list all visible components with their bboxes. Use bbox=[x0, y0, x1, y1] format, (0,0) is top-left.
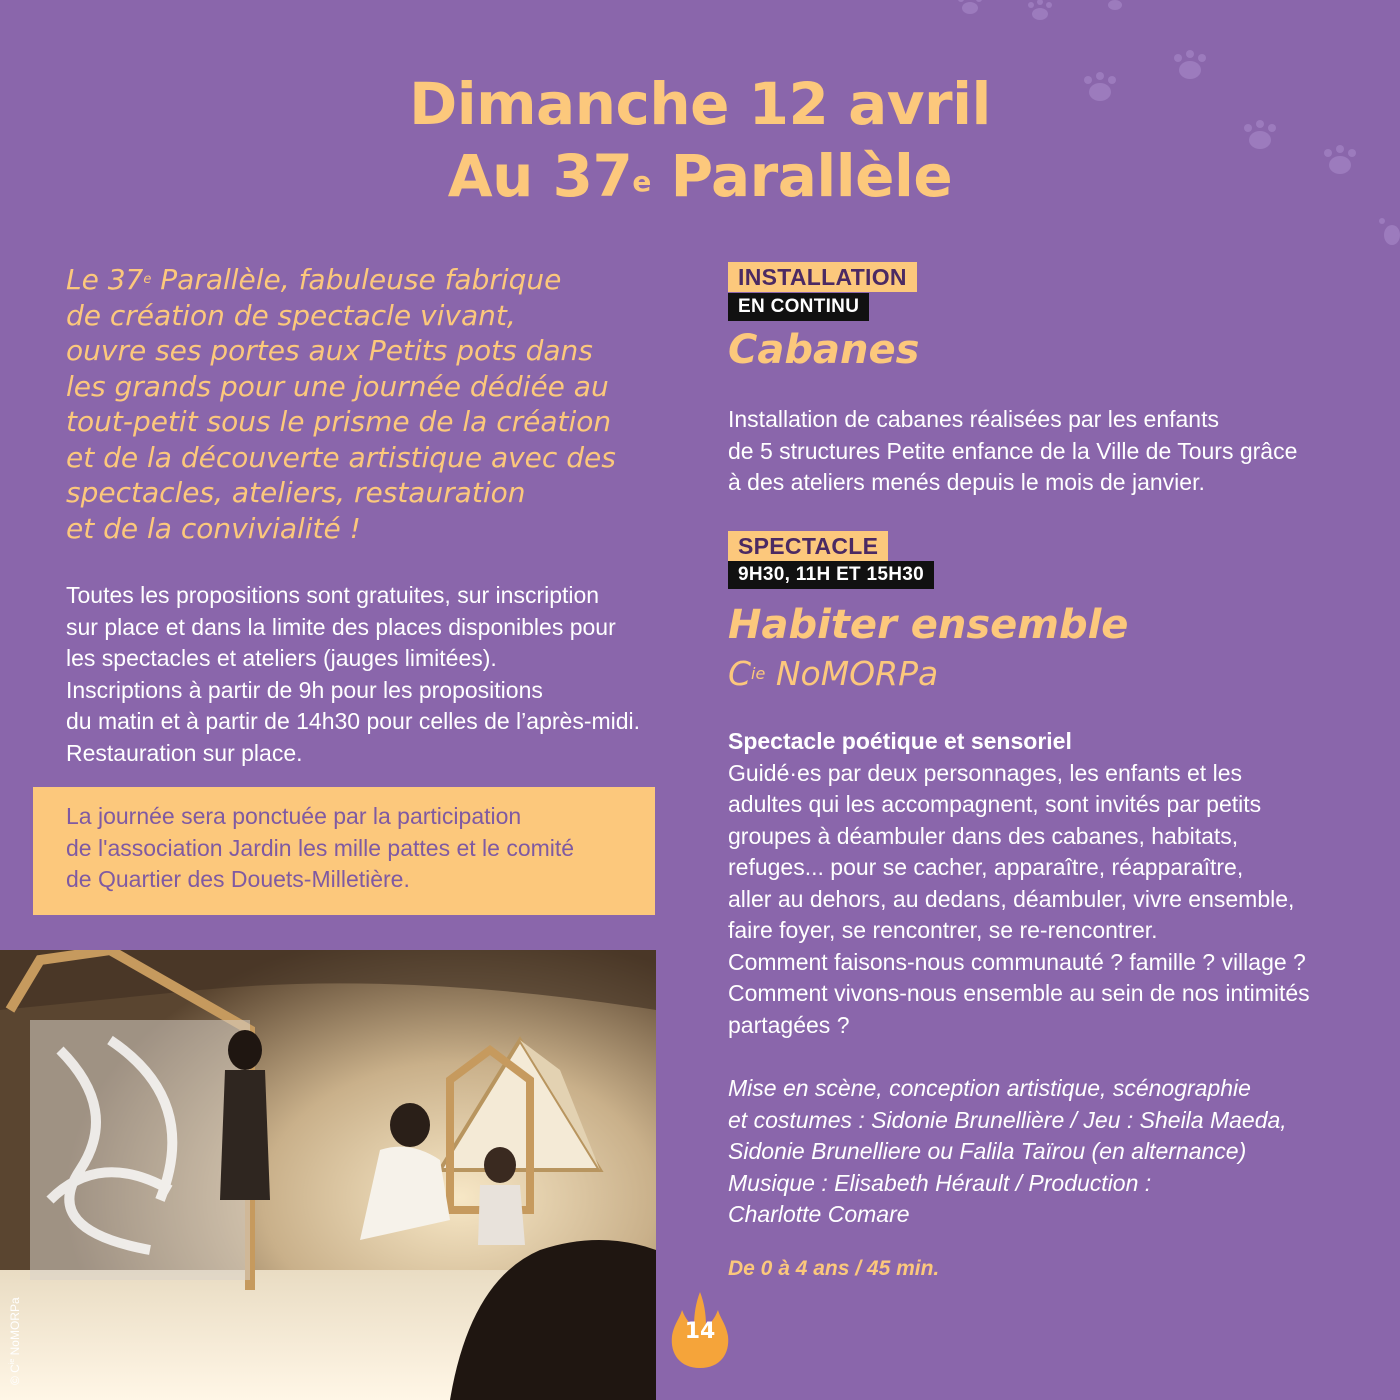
intro-line: et de la convivialité ! bbox=[66, 511, 361, 545]
spectacle-age-duration: De 0 à 4 ans / 45 min. bbox=[728, 1257, 940, 1280]
info-line: sur place et dans la limite des places disponibles pour bbox=[66, 613, 616, 640]
title-venue: Au 37e Parallèle bbox=[447, 142, 953, 210]
spectacle-subtitle: Spectacle poétique et sensoriel bbox=[728, 728, 1072, 754]
intro-line: de création de spectacle vivant, bbox=[66, 298, 516, 332]
practical-info bbox=[66, 580, 686, 769]
info-line: Inscriptions à partir de 9h pour les propositions bbox=[66, 676, 543, 703]
installation-description: Installation de cabanes réalisées par les enfants de 5 structures Petite enfance de la Ville de Tours grâce à des ateliers menés depuis le mois de janvier. bbox=[728, 406, 1298, 495]
spectacle-credits: Mise en scène, conception artistique, scénographie et costumes : Sidonie Brunellière / Jeu : Sheila Maeda, Sidonie Brunelliere ou Falila Taïrou (en alternance) Musique : Elisabeth Hérault / Production : Charlotte Comare bbox=[728, 1075, 1287, 1227]
info-line: les spectacles et ateliers (jauges limitées). bbox=[66, 645, 497, 671]
intro-line: et de la découverte artistique avec des bbox=[66, 440, 616, 474]
spectacle-schedule-tag: 9H30, 11H ET 15H30 bbox=[728, 561, 934, 589]
box-line: de l'association Jardin les mille pattes et le comité bbox=[66, 834, 575, 861]
page-number: 14 bbox=[668, 1290, 732, 1370]
photo-credit: © $C^{ie}$ NoMORPa bbox=[8, 1297, 22, 1385]
spectacle-category-tag: SPECTACLE bbox=[728, 531, 888, 561]
intro-paragraph bbox=[66, 262, 686, 546]
title-date: Dimanche 12 avril bbox=[409, 70, 991, 138]
show-photo bbox=[0, 950, 656, 1400]
intro-line: les grands pour une journée dédiée au bbox=[66, 369, 609, 403]
intro-line: ouvre ses portes aux Petits pots dans bbox=[66, 334, 593, 367]
box-line: de Quartier des Douets-Milletière. bbox=[66, 866, 410, 892]
info-line: Restauration sur place. bbox=[66, 739, 303, 766]
spectacle-company: $C^{ie}$ NoMORPa bbox=[728, 654, 939, 693]
installation-schedule-tag: EN CONTINU bbox=[728, 293, 869, 321]
info-line: Toutes les propositions sont gratuites, sur inscription bbox=[66, 582, 600, 608]
box-line: La journée sera ponctuée par la participation bbox=[66, 803, 522, 829]
intro-line: tout-petit sous le prisme de la création bbox=[66, 405, 612, 438]
page-title bbox=[0, 68, 1400, 212]
info-line: du matin et à partir de 14h30 pour celles de l’après-midi. bbox=[66, 708, 641, 734]
intro-line: Le 37e Parallèle, fabuleuse fabrique bbox=[66, 263, 562, 296]
spectacle-description: Spectacle poétique et sensoriel Guidé·es par deux personnages, les enfants et les adultes qui les accompagnent, sont invités par petits groupes à déambuler dans des cabanes, habitats, refuges... pour se cacher, apparaître, réapparaître, aller au dehors, au dedans, déambuler, vivre ensemble, faire foyer, se rencontrer, se re-rencontrer. Comment faisons-nous communauté ? famille ? village ? Comment vivons-nous ensemble au sein de nos intimités partagées ? bbox=[728, 728, 1310, 1038]
installation-title: Cabanes bbox=[728, 327, 920, 373]
installation-category-tag: INSTALLATION bbox=[728, 262, 917, 292]
intro-line: spectacles, ateliers, restauration bbox=[66, 476, 526, 509]
spectacle-title: Habiter ensemble bbox=[728, 602, 1129, 648]
partners-highlight-box bbox=[33, 787, 655, 915]
